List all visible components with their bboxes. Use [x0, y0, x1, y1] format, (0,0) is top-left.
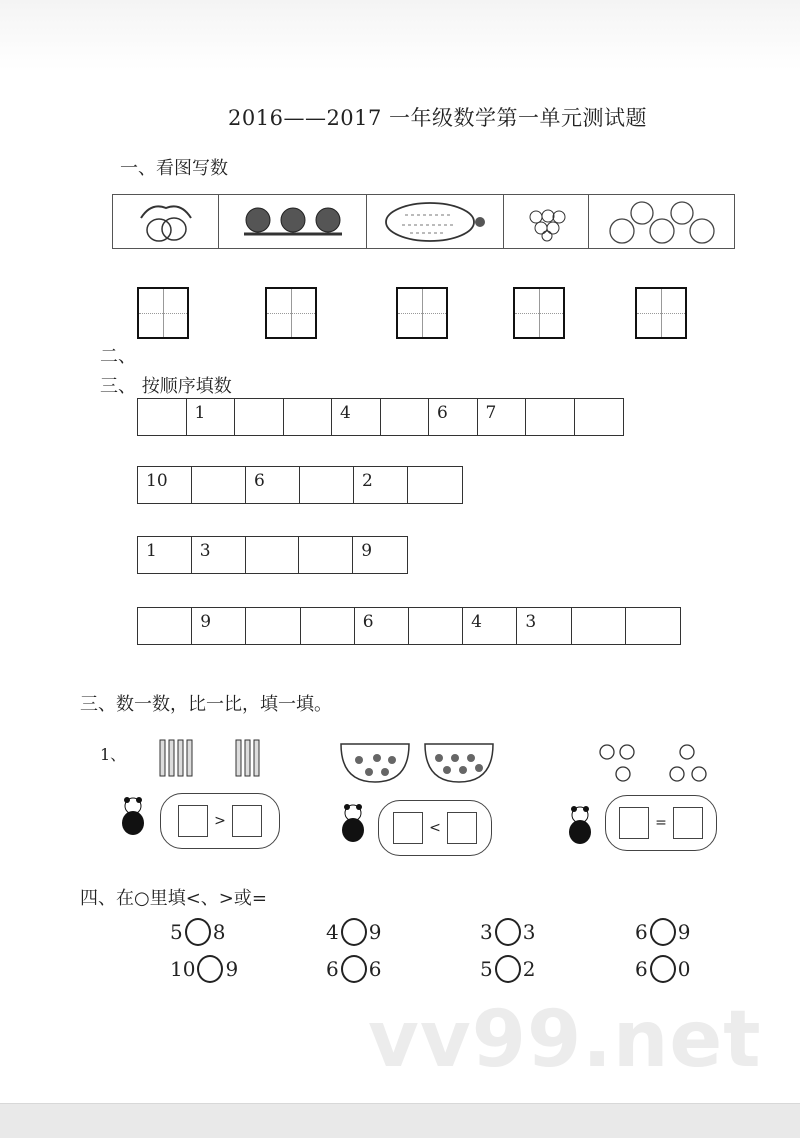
comparison-sign: < [429, 820, 441, 836]
sequence-cell[interactable] [526, 399, 575, 435]
sequence-cell: 2 [354, 467, 408, 503]
sequence-cell: 9 [192, 608, 246, 644]
answer-square[interactable] [619, 807, 649, 839]
answer-box-1[interactable] [137, 287, 189, 339]
peaches-picture [113, 195, 219, 248]
answer-circle[interactable] [650, 918, 676, 946]
comparison-sign: = [655, 815, 667, 831]
comparison-problem [170, 918, 225, 946]
answer-box-4[interactable] [513, 287, 565, 339]
left-number: 5 [480, 957, 493, 981]
compare-bubble-2 [378, 800, 492, 856]
left-number: 4 [326, 920, 339, 944]
left-number: 10 [170, 957, 196, 981]
answer-circle[interactable] [341, 918, 367, 946]
bottom-band [0, 1103, 800, 1138]
section2-heading: 二、 [100, 346, 136, 367]
panda-icon [118, 796, 148, 836]
right-number: 9 [225, 957, 239, 981]
sequence-cell[interactable] [381, 399, 430, 435]
sequence-row-4 [137, 607, 681, 645]
sequence-cell[interactable] [284, 399, 333, 435]
sequence-cell[interactable] [235, 399, 284, 435]
answer-box-3[interactable] [396, 287, 448, 339]
answer-circle[interactable] [197, 955, 223, 983]
comparison-problem [170, 955, 238, 983]
item-label: 1、 [100, 745, 127, 764]
section1-heading: 一、看图写数 [120, 158, 228, 179]
sequence-cell[interactable] [301, 608, 355, 644]
strawberries-picture [219, 195, 367, 248]
panda-icon [565, 805, 595, 845]
sequence-cell[interactable] [408, 467, 462, 503]
comparison-problem [635, 918, 690, 946]
sequence-cell: 6 [429, 399, 478, 435]
sequence-cell[interactable] [246, 608, 300, 644]
sequence-cell: 7 [478, 399, 527, 435]
answer-circle[interactable] [341, 955, 367, 983]
sequence-cell: 3 [517, 608, 571, 644]
watermelon-picture [367, 195, 504, 248]
right-number: 9 [368, 920, 382, 944]
sequence-cell: 6 [246, 467, 300, 503]
compare-bubble-3 [605, 795, 717, 851]
answer-box-2[interactable] [265, 287, 317, 339]
answer-circle[interactable] [185, 918, 211, 946]
comparison-problem [326, 918, 381, 946]
grapes-picture [504, 195, 589, 248]
comparison-problem [635, 955, 690, 983]
pencils-picture [158, 738, 273, 784]
fishbowls-picture [337, 740, 502, 788]
comparison-problem [326, 955, 381, 983]
answer-circle[interactable] [495, 955, 521, 983]
left-number: 5 [170, 920, 183, 944]
sequence-cell: 10 [138, 467, 192, 503]
answer-circle[interactable] [495, 918, 521, 946]
comparison-problem [480, 918, 535, 946]
sequence-cell[interactable] [192, 467, 246, 503]
panda-icon [338, 803, 368, 843]
sequence-cell[interactable] [246, 537, 300, 573]
sequence-row-3 [137, 536, 408, 574]
sequence-cell[interactable] [626, 608, 680, 644]
compare-bubble-1 [160, 793, 280, 849]
sequence-row-2 [137, 466, 463, 504]
left-number: 3 [480, 920, 493, 944]
sequence-cell: 3 [192, 537, 246, 573]
section3b-heading: 三、数一数，比一比，填一填。 [80, 694, 332, 715]
sequence-cell: 6 [355, 608, 409, 644]
sequence-cell: 4 [463, 608, 517, 644]
sequence-cell: 4 [332, 399, 381, 435]
sequence-cell[interactable] [138, 608, 192, 644]
right-number: 0 [677, 957, 691, 981]
comparison-problem [480, 955, 535, 983]
sequence-cell[interactable] [409, 608, 463, 644]
sequence-cell: 9 [361, 541, 373, 561]
answer-square[interactable] [393, 812, 423, 844]
section3-heading: 三、 按顺序填数 [100, 376, 232, 397]
page-title: 2016——2017 一年级数学第一单元测试题 [228, 106, 648, 130]
sequence-cell[interactable] [299, 537, 353, 573]
answer-square[interactable] [447, 812, 477, 844]
left-number: 6 [635, 920, 648, 944]
sequence-cell[interactable] [575, 399, 624, 435]
apples-picture [589, 195, 734, 248]
apples-count-picture [595, 740, 710, 788]
sequence-cell[interactable] [572, 608, 626, 644]
answer-circle[interactable] [650, 955, 676, 983]
comparison-sign: > [214, 813, 226, 829]
sequence-cell: 1 [187, 399, 236, 435]
left-number: 6 [635, 957, 648, 981]
sequence-cell[interactable] [300, 467, 354, 503]
right-number: 3 [522, 920, 536, 944]
sequence-cell: 1 [138, 537, 192, 573]
picture-row [112, 194, 735, 249]
sequence-row-1 [137, 398, 624, 436]
right-number: 9 [677, 920, 691, 944]
left-number: 6 [326, 957, 339, 981]
right-number: 8 [212, 920, 226, 944]
answer-box-5[interactable] [635, 287, 687, 339]
answer-square[interactable] [178, 805, 208, 837]
watermark: vv99.net [368, 995, 762, 1085]
right-number: 2 [522, 957, 536, 981]
right-number: 6 [368, 957, 382, 981]
answer-square[interactable] [673, 807, 703, 839]
answer-square[interactable] [232, 805, 262, 837]
sequence-cell[interactable] [138, 399, 187, 435]
top-band [0, 0, 800, 70]
section4-heading: 四、在○里填<、>或= [80, 888, 267, 909]
